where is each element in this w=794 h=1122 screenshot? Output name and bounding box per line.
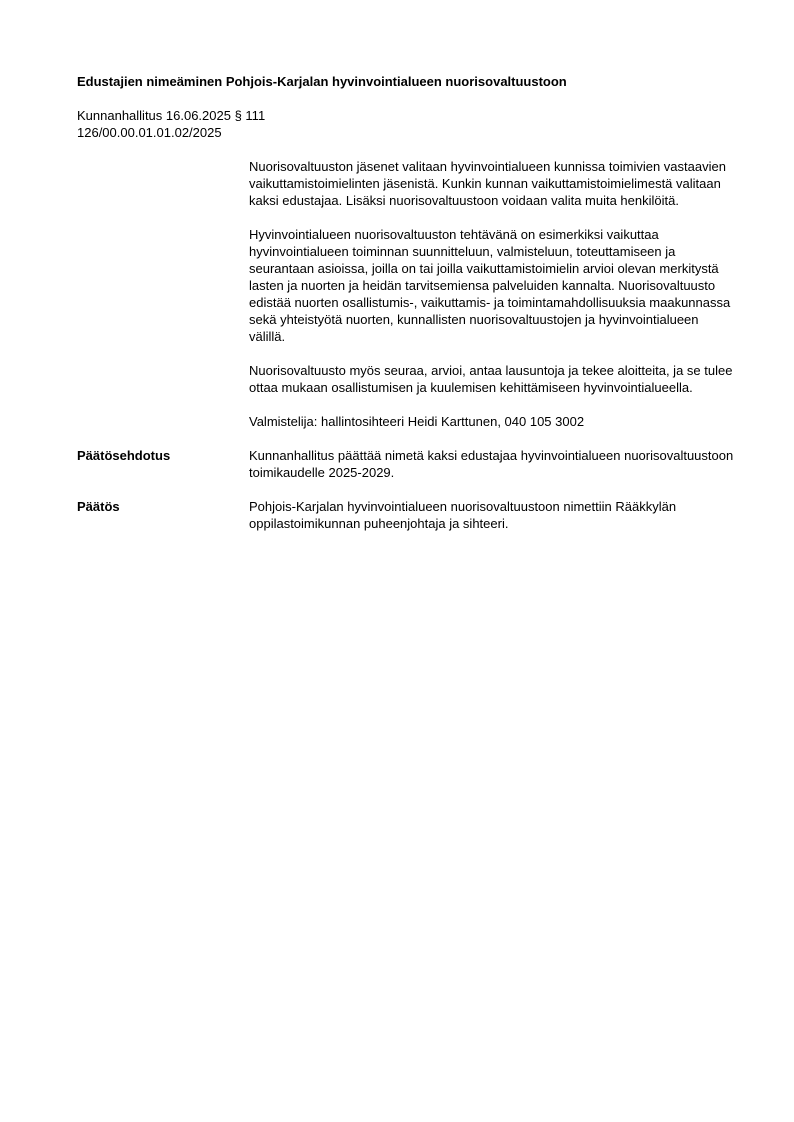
preparation-text bbox=[249, 158, 737, 430]
paragraph-monitoring: Nuorisovaltuusto myös seuraa, arvioi, antaa lausuntoja ja tekee aloitteita, ja se tulee ottaa mukaan osallistumisen ja kuulemisen kehittämiseen hyvinvointialueella. bbox=[249, 363, 733, 395]
proposal-label: Päätösehdotus bbox=[77, 448, 171, 463]
paragraph-tasks: Hyvinvointialueen nuorisovaltuuston tehtävänä on esimerkiksi vaikuttaa hyvinvointialueen toiminnan suunnitteluun, valmisteluun, toteuttamiseen ja seurantaan asioissa, joilla on tai joilla vaikuttamistoimielin arvioi olevan merkitystä lasten ja nuorten ja heidän tarvitsemiensa palveluiden kannalta. Nuorisovaltuusto edistää nuorten osallistumis-, vaikuttamis- ja toimintamahdollisuuksia maakunnassa sekä yhteistyötä nuorten, kunnallisten nuorisovaltuustojen ja hyvinvointialueen välillä. bbox=[249, 227, 731, 344]
paragraph-members: Nuorisovaltuuston jäsenet valitaan hyvinvointialueen kunnissa toimivien vastaavien vaikuttamistoimielinten jäsenistä. Kunkin kunnan vaikuttamistoimielimestä valitaan kaksi edustajaa. Lisäksi nuorisovaltuustoon voidaan valita muita henkilöitä. bbox=[249, 159, 726, 208]
record-number: 126/00.00.01.01.02/2025 bbox=[77, 125, 222, 140]
preparer-line: Valmistelija: hallintosihteeri Heidi Karttunen, 040 105 3002 bbox=[249, 414, 585, 429]
meeting-line: Kunnanhallitus 16.06.2025 § 111 bbox=[77, 108, 266, 123]
proposal-section bbox=[77, 447, 737, 481]
document-page bbox=[77, 73, 737, 549]
decision-section bbox=[77, 498, 737, 532]
proposal-text: Kunnanhallitus päättää nimetä kaksi edustajaa hyvinvointialueen nuorisovaltuustoon toimikaudelle 2025-2029. bbox=[249, 448, 734, 480]
decision-label: Päätös bbox=[77, 499, 120, 514]
document-title: Edustajien nimeäminen Pohjois-Karjalan hyvinvointialueen nuorisovaltuustoon bbox=[77, 74, 567, 89]
meeting-meta bbox=[77, 107, 737, 141]
decision-text: Pohjois-Karjalan hyvinvointialueen nuorisovaltuustoon nimettiin Rääkkylän oppilastoimikunnan puheenjohtaja ja sihteeri. bbox=[249, 499, 677, 531]
